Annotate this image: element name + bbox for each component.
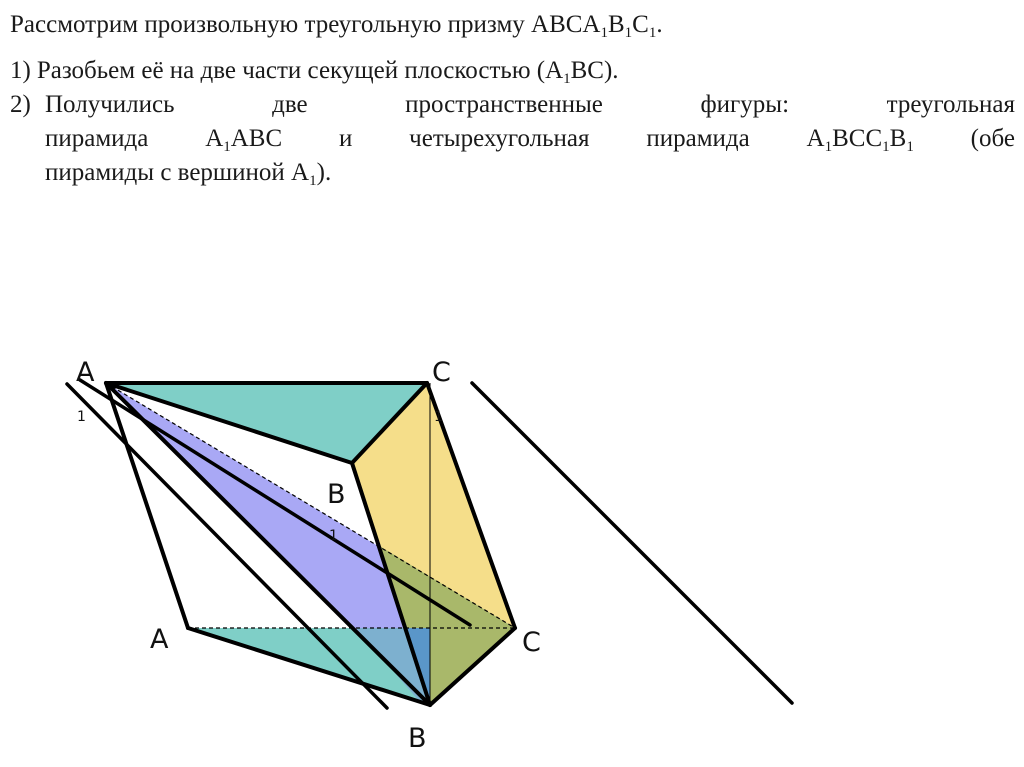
word: треугольная	[886, 91, 1015, 118]
title-subscript: 1	[624, 25, 633, 41]
word-part: BCC	[832, 125, 883, 152]
paragraph-line	[45, 122, 1015, 156]
vertex-label-b: B	[408, 723, 427, 754]
title-text: .	[656, 11, 663, 38]
word-subscript: 1	[309, 173, 317, 189]
word: фигуры:	[700, 91, 790, 118]
word-subscript: 1	[223, 139, 231, 155]
word: пирамида	[646, 125, 750, 152]
vertex-label-c1: C	[432, 357, 451, 388]
vertex-label-a1-subscript: 1	[77, 409, 86, 425]
slide-title	[10, 8, 1015, 42]
title-text: Рассмотрим произвольную треугольную призму ABCA	[10, 11, 601, 38]
list-item-text	[37, 54, 1015, 88]
prism-figure	[0, 340, 1024, 767]
list-item-2	[10, 88, 1015, 190]
word-part: A	[806, 125, 825, 152]
title-text: C	[632, 11, 649, 38]
list-number: 1)	[10, 57, 31, 84]
vertex-label-c: C	[522, 627, 541, 658]
word: Получились	[45, 91, 175, 118]
item-text: Разобьем её на две части секущей плоскостью (A	[36, 57, 564, 84]
word: пирамиды с вершиной A	[45, 159, 310, 186]
vertex-label-b1: B	[327, 479, 346, 510]
slide-text	[10, 8, 1015, 190]
title-subscript: 1	[648, 25, 657, 41]
vertex-label-c1-subscript: 1	[434, 409, 443, 425]
word-subscript: 1	[906, 139, 914, 155]
item-subscript: 1	[563, 71, 571, 87]
list-item-text	[45, 88, 1015, 190]
word: две	[272, 91, 308, 118]
list-number: 2)	[10, 91, 31, 118]
word-subscript: 1	[882, 139, 890, 155]
title-text: B	[607, 11, 625, 38]
word-subscript: 1	[824, 139, 833, 155]
list-item-1	[10, 54, 1015, 88]
title-subscript: 1	[600, 25, 608, 41]
word-part: A	[205, 125, 224, 152]
paragraph-line	[45, 156, 1015, 190]
word: и	[338, 125, 353, 152]
vertex-label-b1-subscript: 1	[329, 528, 338, 544]
word: ).	[316, 159, 332, 186]
vertex-label-a: A	[150, 624, 169, 655]
word: четырехугольная	[409, 125, 590, 152]
word	[205, 122, 282, 156]
word: пирамида	[45, 125, 149, 152]
word: (обе	[970, 125, 1015, 152]
word: пространственные	[405, 91, 603, 118]
paragraph-line	[45, 88, 1015, 122]
item-text: BC).	[570, 57, 619, 84]
word-part: B	[889, 125, 907, 152]
word-part: ABC	[230, 125, 283, 152]
vertex-label-a1: A	[76, 357, 95, 388]
word	[807, 122, 914, 156]
